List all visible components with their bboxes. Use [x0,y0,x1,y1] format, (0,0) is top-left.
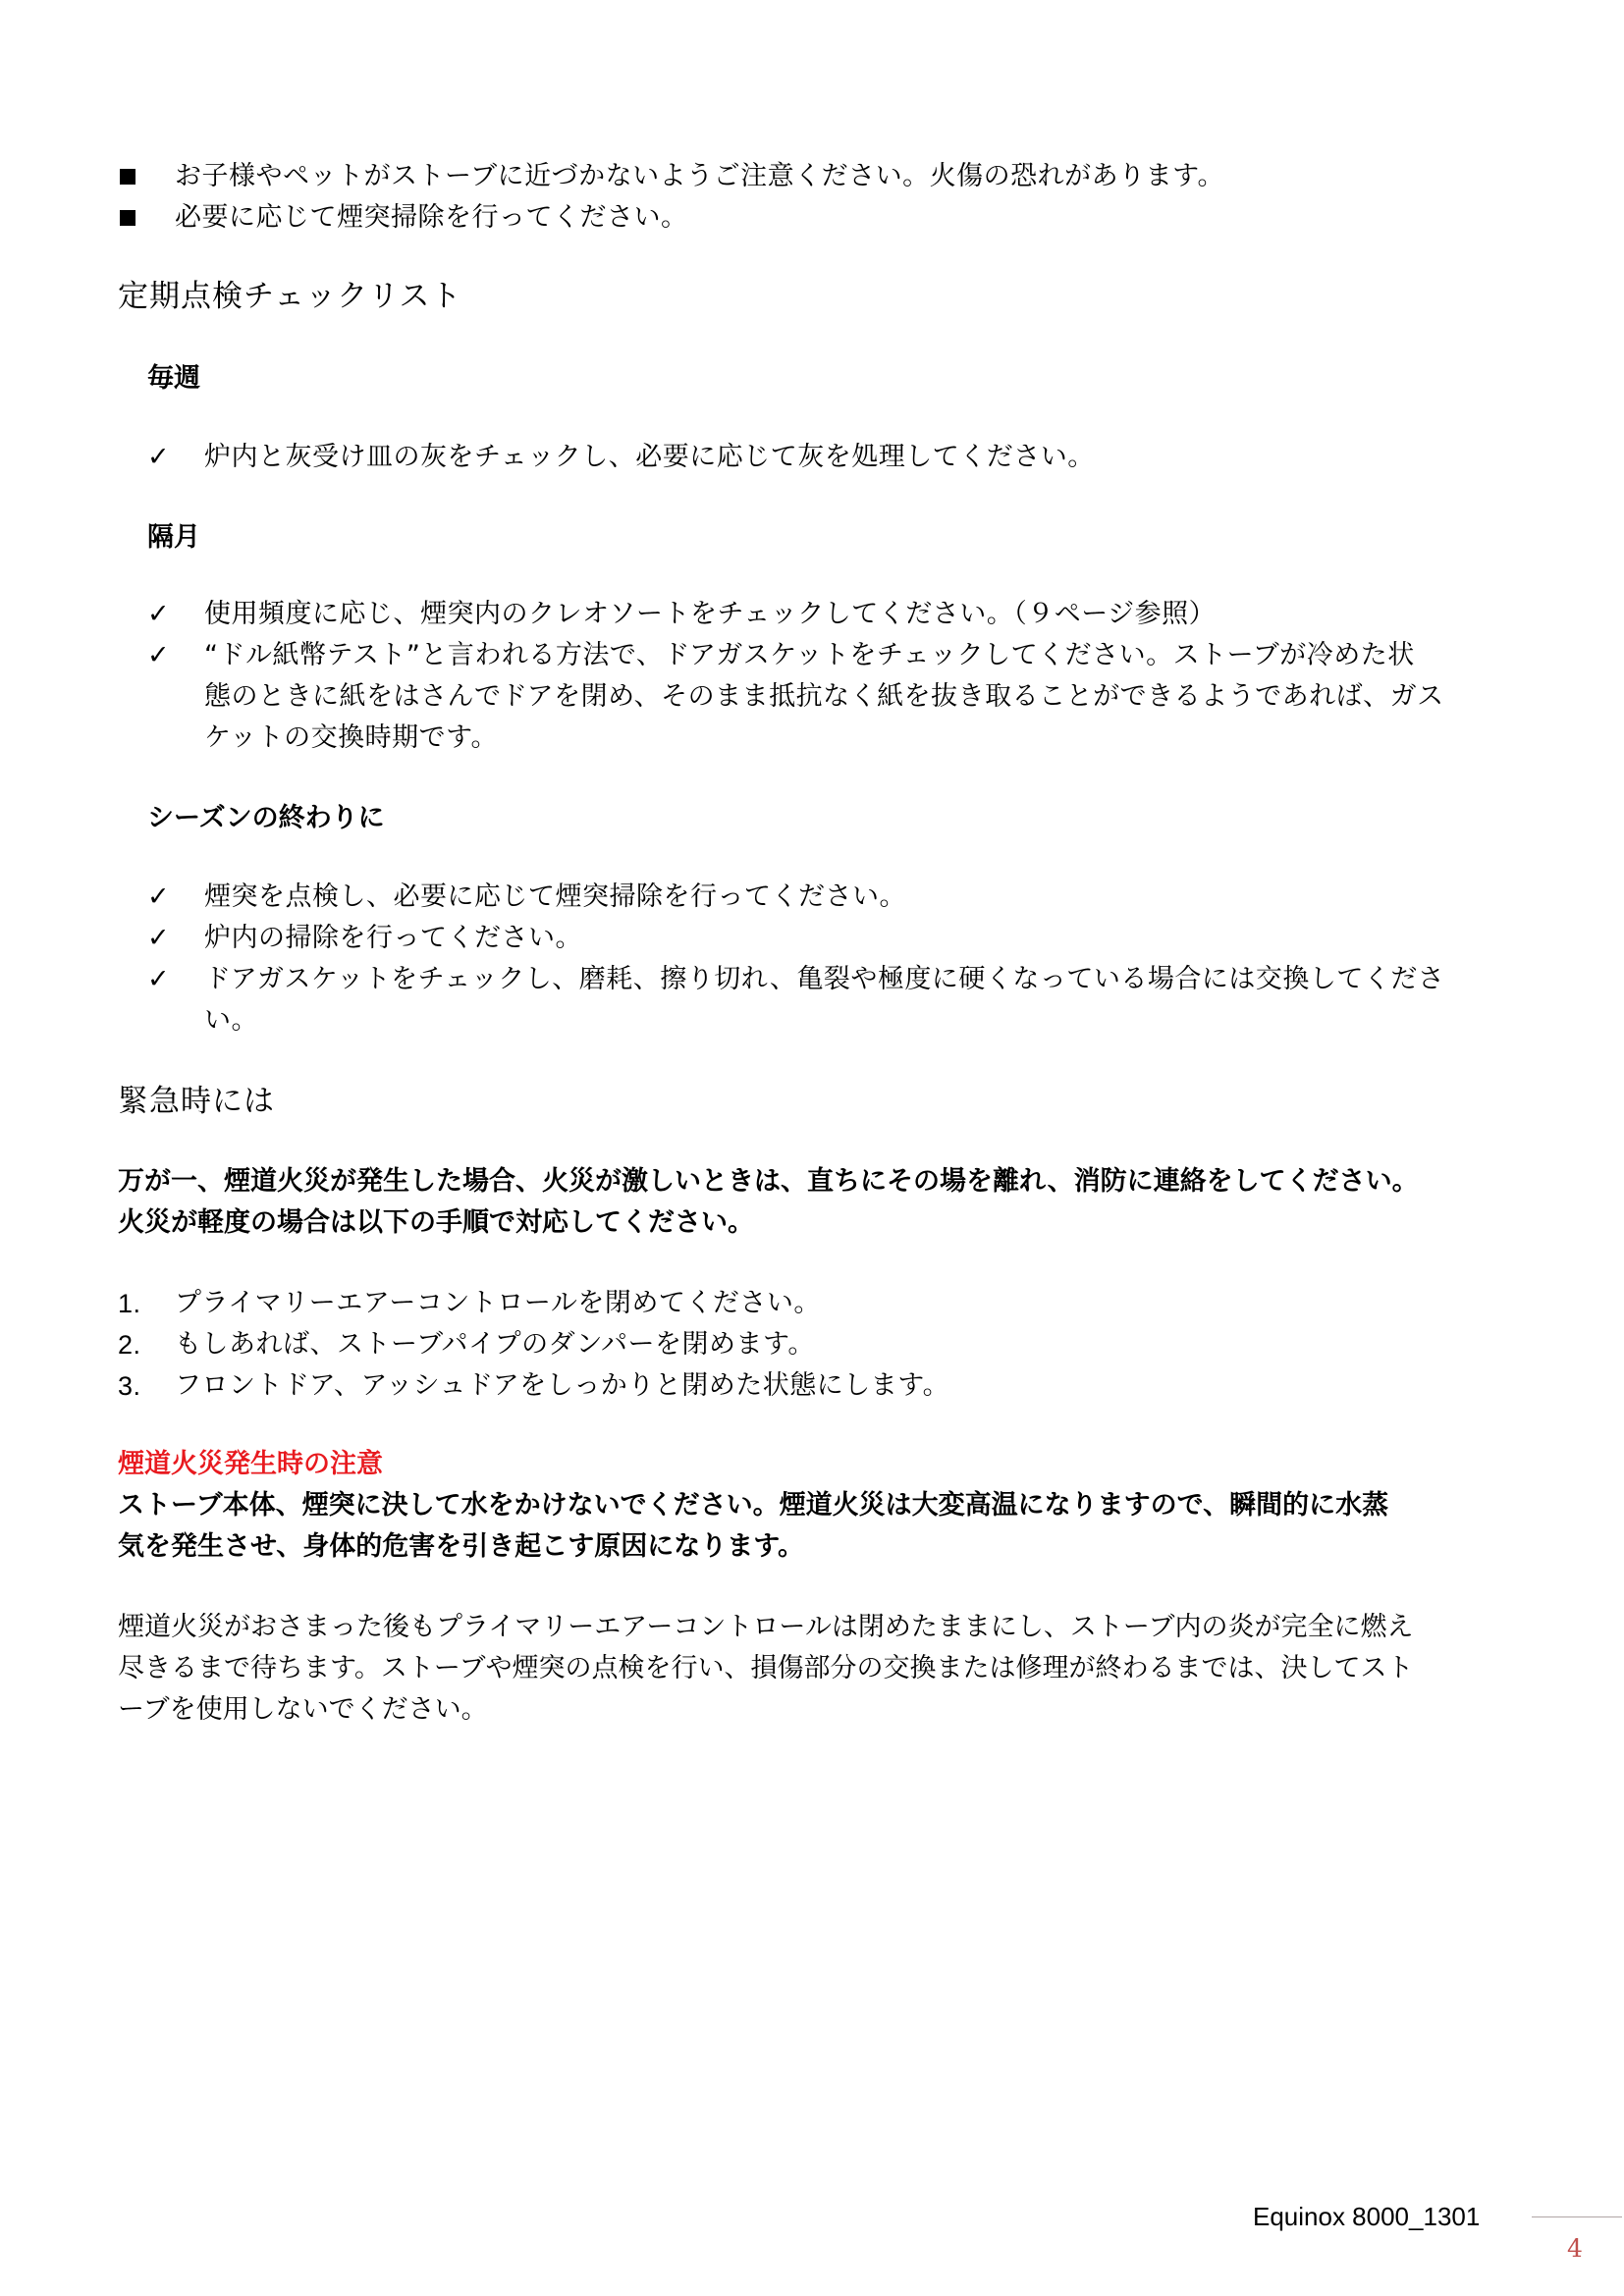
step-number-1: 1. [118,1289,141,1318]
season-end-item-1: 煙突を点検し、必要に応じて煙突掃除を行ってください。 [204,881,906,912]
emergency-intro-line-2: 火災が軽度の場合は以下の手順で対応してください。 [118,1207,754,1238]
emergency-intro-line-1: 万が一、煙道火災が発生した場合、火災が激しいときは、直ちにその場を離れ、消防に連絡をしてください。 [118,1166,1419,1197]
check-mark-icon: ✓ [147,442,170,472]
caution-line-1: ストーブ本体、煙突に決して水をかけないでください。煙道火災は大変高温になりますので、瞬間的に水蒸 [118,1490,1389,1521]
after-line-3: ーブを使用しないでください。 [118,1694,488,1725]
intro-bullet-2: 必要に応じて煙突掃除を行ってください。 [175,202,688,233]
footer-rule [1532,2216,1622,2217]
bimonthly-item-1: 使用頻度に応じ、煙突内のクレオソートをチェックしてください。（９ページ参照） [204,599,1217,629]
caution-heading: 煙道火災発生時の注意 [118,1449,383,1479]
season-end-item-2: 炉内の掃除を行ってください。 [204,923,582,953]
season-end-item-3-line-2: い。 [204,1005,258,1036]
season-end-item-3-line-1: ドアガスケットをチェックし、磨耗、擦り切れ、亀裂や極度に硬くなっている場合には交換してくださ [204,964,1445,994]
step-number-2: 2. [118,1330,141,1360]
checklist-title: 定期点検チェックリスト [118,279,462,314]
check-mark-icon: ✓ [147,964,170,994]
step-text-1: プライマリーエアーコントロールを閉めてください。 [175,1288,821,1318]
page-number: 4 [1567,2234,1583,2263]
bimonthly-item-2-line-1: “ドル紙幣テスト”と言われる方法で、ドアガスケットをチェックしてください。ストーブが冷めた状 [204,640,1415,670]
intro-bullet-1: お子様やペットがストーブに近づかないようご注意ください。火傷の恐れがあります。 [175,161,1224,191]
check-mark-icon: ✓ [147,599,170,629]
bimonthly-item-2-line-2: 態のときに紙をはさんでドアを閉め、そのまま抵抗なく紙を抜き取ることができるようであれば、ガス [204,681,1444,712]
season-end-heading: シーズンの終わりに [147,803,385,833]
step-text-2: もしあれば、ストーブパイプのダンパーを閉めます。 [175,1329,815,1360]
square-bullet-icon [120,169,135,185]
caution-line-2: 気を発生させ、身体的危害を引き起こす原因になります。 [118,1531,805,1562]
weekly-heading: 毎週 [147,363,200,394]
weekly-item-1: 炉内と灰受け皿の灰をチェックし、必要に応じて灰を処理してください。 [204,442,1095,472]
check-mark-icon: ✓ [147,881,170,912]
after-line-1: 煙道火災がおさまった後もプライマリーエアーコントロールは閉めたままにし、ストーブ内の炎が完全に燃え [118,1612,1414,1642]
after-line-2: 尽きるまで待ちます。ストーブや煙突の点検を行い、損傷部分の交換または修理が終わるまでは、決してスト [118,1653,1414,1683]
footer-doc-id: Equinox 8000_1301 [1253,2202,1481,2231]
check-mark-icon: ✓ [147,640,170,670]
step-number-3: 3. [118,1371,141,1401]
step-text-3: フロントドア、アッシュドアをしっかりと閉めた状態にします。 [175,1370,950,1401]
bimonthly-item-2-line-3: ケットの交換時期です。 [204,722,498,753]
check-mark-icon: ✓ [147,923,170,953]
bimonthly-heading: 隔月 [147,522,200,553]
emergency-title: 緊急時には [118,1084,275,1119]
square-bullet-icon [120,210,135,226]
